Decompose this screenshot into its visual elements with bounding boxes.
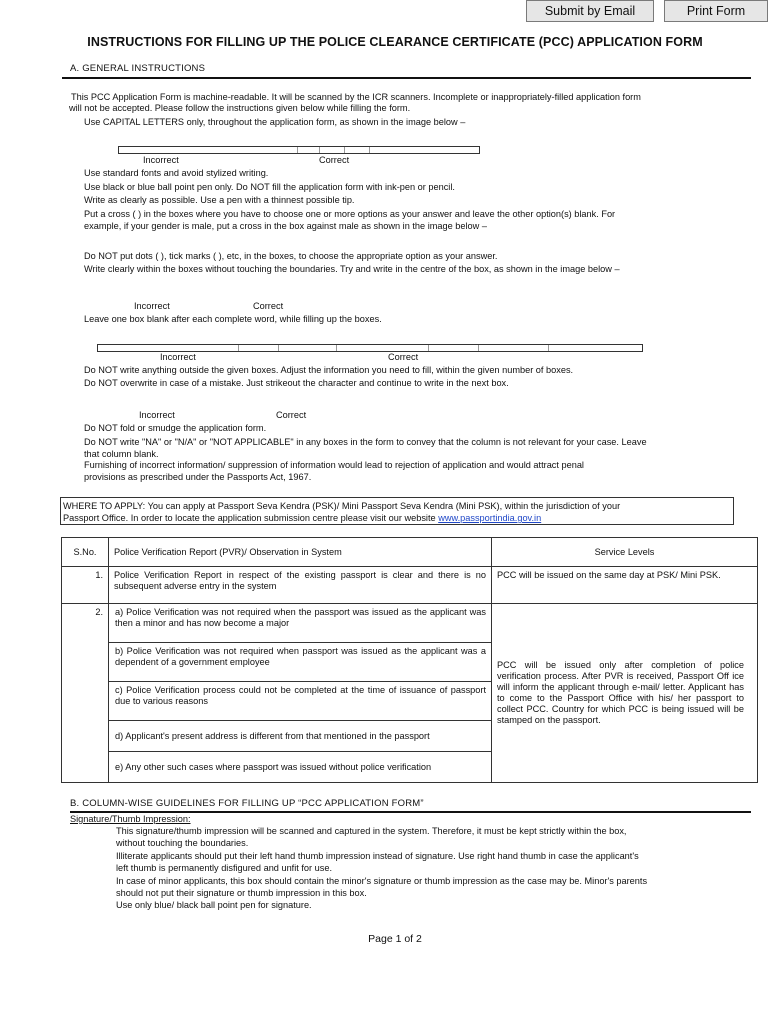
page-number: Page 1 of 2 bbox=[368, 933, 422, 945]
instruction-line: Do NOT overwrite in case of a mistake. Just strikeout the character and continue to write in the next box. bbox=[84, 378, 509, 388]
observation-cell: b) Police Verification was not required when passport was issued as the applicant was a dependent of a government employee bbox=[109, 643, 492, 682]
where-to-apply-text-2: Passport Office. In order to locate the application submission centre please visit our website bbox=[63, 513, 439, 523]
section-b-rule bbox=[70, 811, 751, 813]
incorrect-label: Incorrect bbox=[139, 410, 175, 420]
instruction-line: that column blank. bbox=[84, 449, 159, 459]
instruction-line: Put a cross ( ) in the boxes where you have to choose one or more options as your answer and leave the other option(s) blank. For bbox=[84, 209, 616, 219]
instruction-line: Do NOT fold or smudge the application form. bbox=[84, 423, 267, 433]
pvr-table bbox=[61, 537, 758, 783]
instruction-line: will not be accepted. Please follow the instructions given below while filling the form. bbox=[69, 103, 411, 113]
instruction-line: Do NOT write "NA" or "N/A" or "NOT APPLICABLE" in any boxes in the form to convey that the column is not relevant for your case. Leave bbox=[84, 437, 647, 447]
observation-cell: a) Police Verification was not required when the passport was issued as the applicant was then a minor and has now become a major bbox=[109, 604, 492, 643]
incorrect-label: Incorrect bbox=[143, 155, 179, 165]
sno-cell: 2. bbox=[62, 604, 109, 783]
guideline-line: Illiterate applicants should put their left hand thumb impression instead of signature. Use right hand thumb in case the applicant's bbox=[116, 851, 639, 861]
instruction-line: Furnishing of incorrect information/ suppression of information would lead to rejection of application and would attract penal bbox=[84, 460, 584, 470]
section-b-heading: B. COLUMN-WISE GUIDELINES FOR FILLING UP “PCC APPLICATION FORM” bbox=[70, 798, 424, 809]
correct-label: Correct bbox=[276, 410, 307, 420]
observation-header: Police Verification Report (PVR)/ Observation in System bbox=[109, 538, 492, 567]
signature-subheading: Signature/Thumb Impression: bbox=[70, 814, 191, 824]
incorrect-label: Incorrect bbox=[134, 301, 170, 311]
table-row bbox=[62, 567, 758, 604]
sno-header: S.No. bbox=[62, 538, 109, 567]
service-cell: PCC will be issued on the same day at PSK/ Mini PSK. bbox=[492, 567, 758, 604]
sno-cell: 1. bbox=[62, 567, 109, 604]
instruction-line: Use standard fonts and avoid stylized writing. bbox=[84, 168, 269, 178]
section-a-heading: A. GENERAL INSTRUCTIONS bbox=[70, 63, 206, 74]
instruction-line: Use black or blue ball point pen only. Do NOT fill the application form with ink-pen or pencil. bbox=[84, 182, 455, 192]
observation-cell: Police Verification Report in respect of the existing passport is clear and there is no subsequent adverse entry in the system bbox=[109, 567, 492, 604]
submit-by-email-button[interactable]: Submit by Email bbox=[526, 0, 654, 22]
table-header-row bbox=[62, 538, 758, 567]
guideline-line: left thumb is permanently disfigured and unfit for use. bbox=[116, 863, 333, 873]
where-to-apply-box bbox=[60, 497, 734, 525]
word-spacing-example-image bbox=[97, 344, 643, 352]
instruction-line: Leave one box blank after each complete word, while filling up the boxes. bbox=[84, 314, 382, 324]
page-title: INSTRUCTIONS FOR FILLING UP THE POLICE CLEARANCE CERTIFICATE (PCC) APPLICATION FORM bbox=[87, 35, 703, 49]
instruction-line: This PCC Application Form is machine-readable. It will be scanned by the ICR scanners. Incomplete or inappropriately-filled application form bbox=[71, 92, 641, 102]
guideline-line: This signature/thumb impression will be scanned and captured in the system. Therefore, it must be kept strictly within the box, bbox=[116, 826, 627, 836]
guideline-line: In case of minor applicants, this box should contain the minor's signature or thumb impression as the case may be. Minor's parents bbox=[116, 876, 648, 886]
service-levels-header: Service Levels bbox=[492, 538, 758, 567]
section-a-rule bbox=[62, 77, 751, 79]
guideline-line: without touching the boundaries. bbox=[116, 838, 249, 848]
where-to-apply-line bbox=[63, 512, 731, 524]
print-form-button[interactable]: Print Form bbox=[664, 0, 768, 22]
instruction-line: Write clearly within the boxes without touching the boundaries. Try and write in the centre of the box, as shown in the image below – bbox=[84, 264, 620, 274]
passport-website-link[interactable]: www.passportindia.gov.in bbox=[438, 513, 542, 523]
incorrect-label: Incorrect bbox=[160, 352, 196, 362]
instruction-line: Use CAPITAL LETTERS only, throughout the application form, as shown in the image below – bbox=[84, 117, 466, 127]
correct-label: Correct bbox=[388, 352, 419, 362]
instruction-line: Write as clearly as possible. Use a pen with a thinnest possible tip. bbox=[84, 195, 355, 205]
observation-cell: e) Any other such cases where passport was issued without police verification bbox=[109, 752, 492, 783]
correct-label: Correct bbox=[319, 155, 350, 165]
observation-cell: d) Applicant's present address is different from that mentioned in the passport bbox=[109, 721, 492, 752]
instruction-line: example, if your gender is male, put a cross in the box against male as shown in the image below – bbox=[84, 221, 487, 231]
capital-letters-example-image bbox=[118, 146, 480, 154]
where-to-apply-text: WHERE TO APPLY: You can apply at Passport Seva Kendra (PSK)/ Mini Passport Seva Kendra (Mini PSK), within the jurisdiction of your bbox=[63, 501, 621, 511]
guideline-line: should not put their signature or thumb impression in this box. bbox=[116, 888, 367, 898]
correct-label: Correct bbox=[253, 301, 284, 311]
observation-cell: c) Police Verification process could not be completed at the time of issuance of passport due to various reasons bbox=[109, 682, 492, 721]
guideline-line: Use only blue/ black ball point pen for signature. bbox=[116, 900, 312, 910]
instruction-line: Do NOT put dots ( ), tick marks ( ), etc, in the boxes, to choose the appropriate option as your answer. bbox=[84, 251, 498, 261]
instruction-line: provisions as prescribed under the Passports Act, 1967. bbox=[84, 472, 312, 482]
instruction-line: Do NOT write anything outside the given boxes. Adjust the information you need to fill, within the given number of boxes. bbox=[84, 365, 574, 375]
service-cell: PCC will be issued only after completion of police verification process. After PVR is received, Passport Off ice will inform the applicant through e-mail/ letter. Applicant has to come to the Passport Office with his/ her passport to collect PCC. Country for which PCC is being issued will be stamped on the passport. bbox=[492, 604, 758, 783]
table-row bbox=[62, 604, 758, 643]
